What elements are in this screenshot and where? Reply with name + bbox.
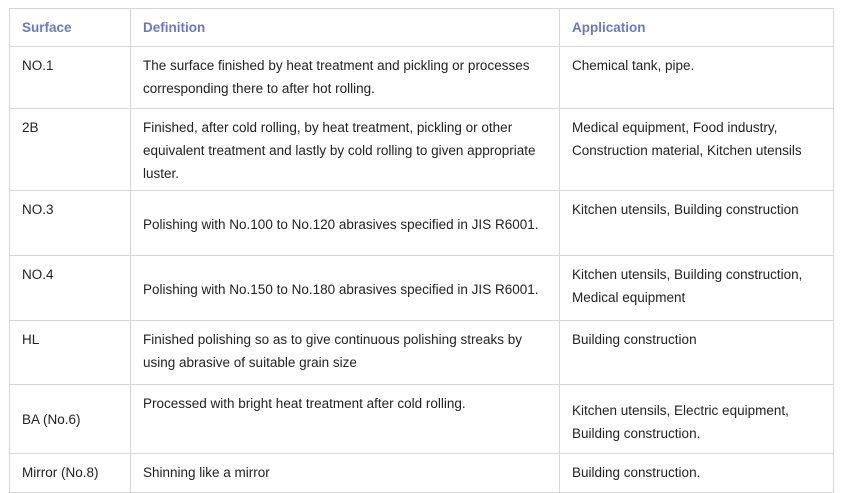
- cell-application: Building construction: [560, 321, 834, 385]
- cell-surface: NO.4: [10, 256, 131, 321]
- cell-application: Chemical tank, pipe.: [560, 47, 834, 109]
- cell-definition: Polishing with No.150 to No.180 abrasives specified in JIS R6001.: [131, 256, 560, 321]
- table-row: [10, 191, 834, 256]
- table-row: [10, 256, 834, 321]
- table-row: [10, 321, 834, 385]
- cell-definition: Finished polishing so as to give continuous polishing streaks by using abrasive of suitable grain size: [131, 321, 560, 385]
- cell-application: Building construction.: [560, 454, 834, 493]
- cell-definition: The surface finished by heat treatment and pickling or processes corresponding there to after hot rolling.: [131, 47, 560, 109]
- header-definition: Definition: [131, 9, 560, 47]
- cell-application: Medical equipment, Food industry, Construction material, Kitchen utensils: [560, 109, 834, 191]
- header-surface: Surface: [10, 9, 131, 47]
- cell-surface: NO.1: [10, 47, 131, 109]
- table-header-row: [10, 9, 834, 47]
- cell-surface: BA (No.6): [10, 385, 131, 454]
- cell-definition: Finished, after cold rolling, by heat treatment, pickling or other equivalent treatment and lastly by cold rolling to given appropriate luster.: [131, 109, 560, 191]
- cell-surface: 2B: [10, 109, 131, 191]
- cell-surface: NO.3: [10, 191, 131, 256]
- header-application: Application: [560, 9, 834, 47]
- cell-application: Kitchen utensils, Building construction, Medical equipment: [560, 256, 834, 321]
- table-row: [10, 109, 834, 191]
- surface-finish-table: [9, 8, 834, 493]
- cell-surface: Mirror (No.8): [10, 454, 131, 493]
- cell-definition: Processed with bright heat treatment after cold rolling.: [131, 385, 560, 454]
- cell-application: Kitchen utensils, Electric equipment, Building construction.: [560, 385, 834, 454]
- cell-definition: Shinning like a mirror: [131, 454, 560, 493]
- table-row: [10, 385, 834, 454]
- table-row: [10, 47, 834, 109]
- cell-definition: Polishing with No.100 to No.120 abrasives specified in JIS R6001.: [131, 191, 560, 256]
- cell-application: Kitchen utensils, Building construction: [560, 191, 834, 256]
- cell-surface: HL: [10, 321, 131, 385]
